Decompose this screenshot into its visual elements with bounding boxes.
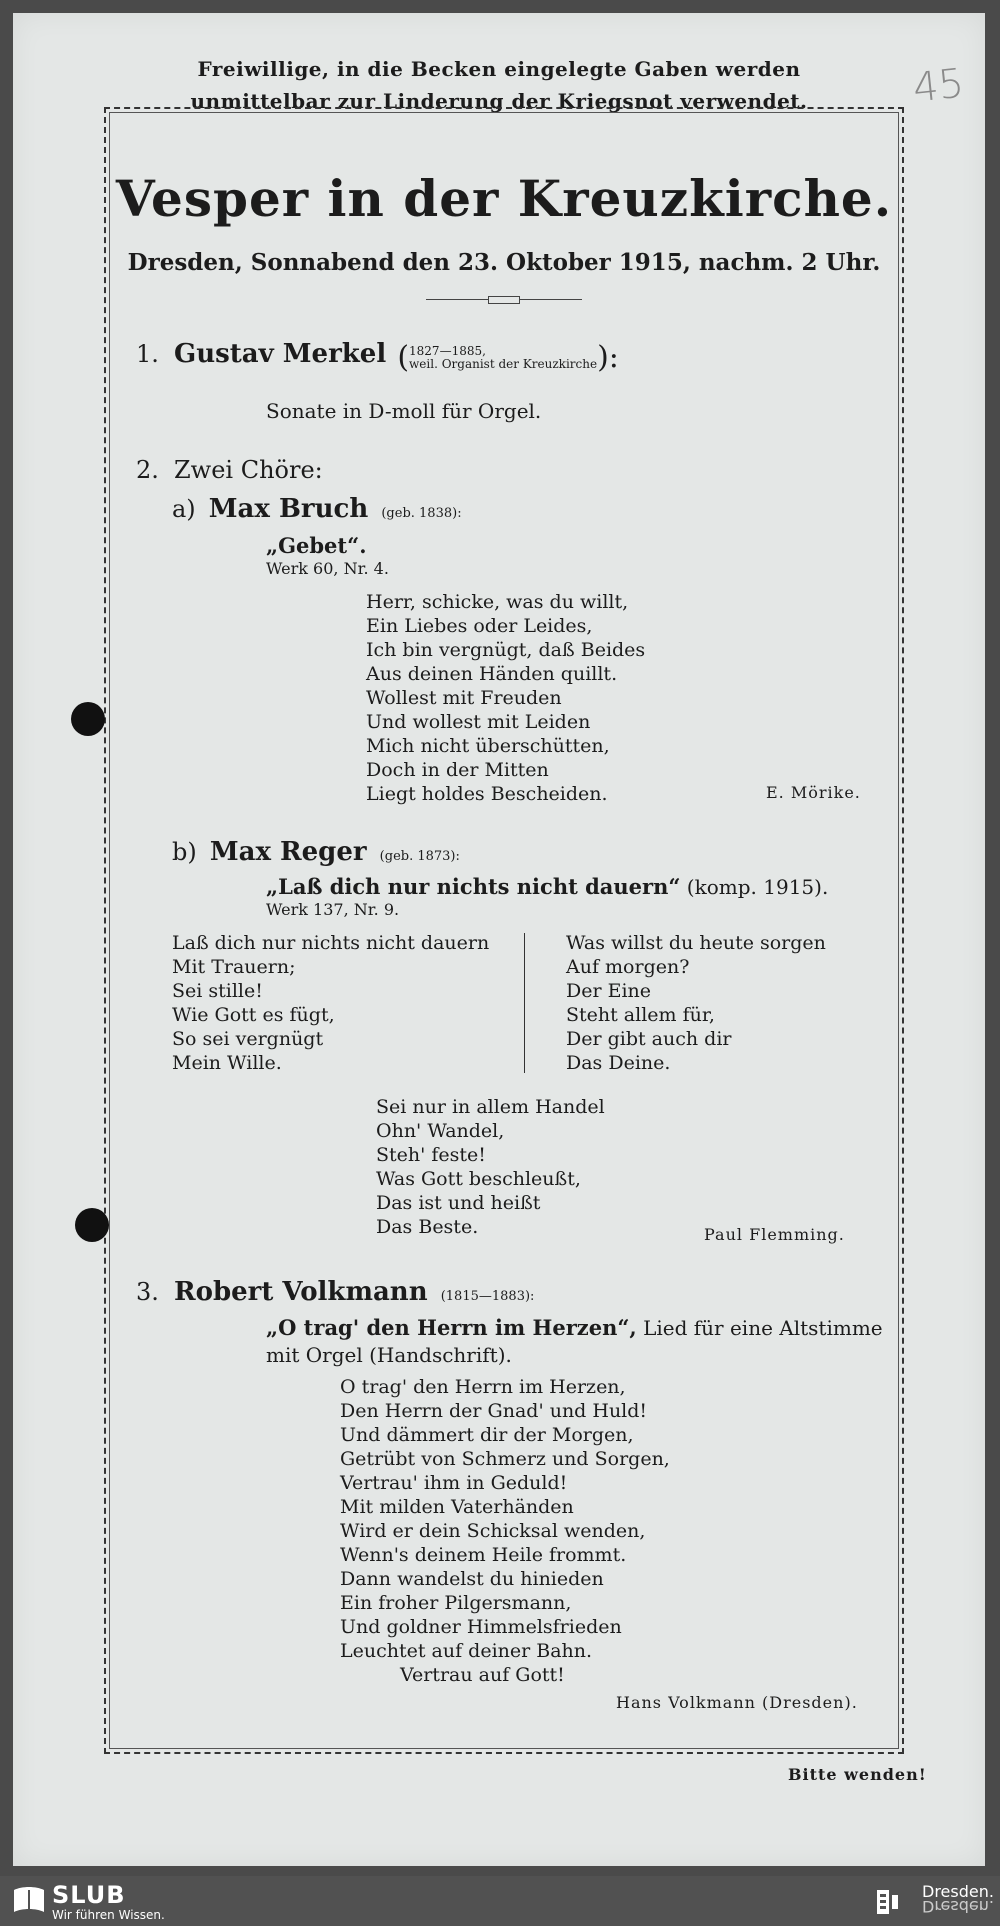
verse-line: Das Beste.	[376, 1216, 479, 1238]
paren-open: (	[397, 340, 410, 375]
item-2a-verse	[366, 590, 645, 806]
item-2b-title-line	[266, 874, 828, 899]
verse-line: Wenn's deinem Heile frommt.	[340, 1544, 627, 1566]
program-title: Vesper in der Kreuzkirche.	[115, 169, 893, 228]
item-2b-verse-left	[172, 931, 489, 1075]
verse-line: Wollest mit Freuden	[366, 687, 562, 709]
item-2b-heading	[172, 837, 460, 867]
composer-dates	[409, 345, 597, 371]
item-number: 2.	[136, 456, 159, 484]
composer-dates: (1815—1883):	[440, 1289, 535, 1304]
slub-slogan: Wir führen Wissen.	[52, 1908, 165, 1922]
verse-line: Das Deine.	[566, 1052, 671, 1074]
dresden-wordmark[interactable]	[922, 1884, 994, 1914]
notice-line-1: Freiwillige, in die Becken eingelegte Gaben werden	[197, 57, 801, 81]
item-2-heading	[136, 456, 323, 484]
dresden-name-mirror: Dresden.	[922, 1897, 994, 1916]
composer-name: Max Bruch	[208, 494, 369, 524]
verse-column-separator	[524, 933, 525, 1073]
handwritten-page-number: 45	[910, 60, 967, 112]
item-2b-poet: Paul Flemming.	[704, 1225, 845, 1244]
ornament-divider	[426, 299, 582, 300]
item-2a-poet: E. Mörike.	[766, 783, 861, 802]
verse-line: Und goldner Himmelsfrieden	[340, 1616, 622, 1638]
please-turn-note: Bitte wenden!	[788, 1765, 927, 1784]
verse-line: Den Herrn der Gnad' und Huld!	[340, 1400, 648, 1422]
verse-line: Getrübt von Schmerz und Sorgen,	[340, 1448, 670, 1470]
sub-label: b)	[172, 838, 197, 866]
item-2a-heading	[172, 494, 462, 524]
item-3-verse-last: Vertrau auf Gott!	[400, 1664, 565, 1686]
verse-line: Dann wandelst du hinieden	[340, 1568, 604, 1590]
dresden-name: Dresden.	[922, 1882, 994, 1901]
item-3-verse	[340, 1375, 670, 1663]
paren-close: ):	[597, 340, 619, 375]
item-3-title-line-1	[266, 1315, 883, 1340]
verse-line: Laß dich nur nichts nicht dauern	[172, 932, 490, 954]
item-2a-title: „Gebet“.	[266, 533, 367, 558]
item-2a-opus: Werk 60, Nr. 4.	[266, 559, 389, 578]
viewer-footer-bar	[0, 1876, 1000, 1926]
verse-line: Steht allem für,	[566, 1004, 715, 1026]
dates-line-1: 1827—1885,	[409, 343, 486, 358]
item-1-work: Sonate in D-moll für Orgel.	[266, 399, 542, 423]
verse-line: Der gibt auch dir	[566, 1028, 732, 1050]
item-2b-verse-bottom	[376, 1095, 605, 1239]
verse-line: Was willst du heute sorgen	[566, 932, 826, 954]
composer-name: Gustav Merkel	[174, 339, 387, 369]
item-3-title-rest-1: Lied für eine Altstimme	[636, 1316, 883, 1340]
notice-line-2: unmittelbar zur Linderung der Kriegsnot verwendet.	[190, 89, 808, 113]
verse-line: Und dämmert dir der Morgen,	[340, 1424, 634, 1446]
composer-name: Max Reger	[209, 837, 367, 867]
item-number: 3.	[136, 1278, 159, 1306]
program-subtitle: Dresden, Sonnabend den 23. Oktober 1915, nachm. 2 Uhr.	[127, 249, 881, 276]
verse-line: O trag' den Herrn im Herzen,	[340, 1376, 626, 1398]
item-3-heading	[136, 1277, 534, 1307]
verse-line: Und wollest mit Leiden	[366, 711, 591, 733]
composer-dates: (geb. 1838):	[381, 506, 462, 521]
verse-line: Sei stille!	[172, 980, 263, 1002]
verse-line: Herr, schicke, was du willt,	[366, 591, 629, 613]
verse-line: Liegt holdes Bescheiden.	[366, 783, 608, 805]
verse-line: Das ist und heißt	[376, 1192, 541, 1214]
verse-line: Mein Wille.	[172, 1052, 282, 1074]
program-sheet	[13, 13, 985, 1866]
slub-logo-icon[interactable]	[12, 1884, 46, 1916]
verse-line: Was Gott beschleußt,	[376, 1168, 581, 1190]
verse-line: Ohn' Wandel,	[376, 1120, 505, 1142]
composer-dates: (geb. 1873):	[379, 849, 460, 864]
verse-line: Ein froher Pilgersmann,	[340, 1592, 572, 1614]
verse-line: Sei nur in allem Handel	[376, 1096, 605, 1118]
item-2b-opus: Werk 137, Nr. 9.	[266, 900, 400, 919]
item-3-title-rest-2: mit Orgel (Handschrift).	[266, 1343, 512, 1367]
item-1-heading	[136, 339, 619, 375]
item-number: 1.	[136, 340, 159, 368]
verse-line: Mit Trauern;	[172, 956, 296, 978]
verse-line: Aus deinen Händen quillt.	[366, 663, 618, 685]
item-3-poet: Hans Volkmann (Dresden).	[616, 1693, 858, 1712]
verse-line: Doch in der Mitten	[366, 759, 549, 781]
verse-line: Wird er dein Schicksal wenden,	[340, 1520, 646, 1542]
verse-line: So sei vergnügt	[172, 1028, 324, 1050]
dresden-coat-of-arms-icon[interactable]	[876, 1889, 902, 1915]
item-2-title: Zwei Chöre:	[174, 456, 323, 484]
verse-line: Steh' feste!	[376, 1144, 486, 1166]
program-frame	[104, 107, 904, 1754]
verse-line: Vertrau' ihm in Geduld!	[340, 1472, 568, 1494]
dates-line-2: weil. Organist der Kreuzkirche	[409, 356, 598, 371]
item-3-title: „O trag' den Herrn im Herzen“,	[266, 1315, 637, 1340]
verse-line: Auf morgen?	[566, 956, 690, 978]
slub-brand[interactable]: SLUB	[52, 1881, 126, 1909]
verse-line: Mit milden Vaterhänden	[340, 1496, 574, 1518]
verse-line: Ein Liebes oder Leides,	[366, 615, 593, 637]
item-2b-verse-right	[566, 931, 826, 1075]
punch-hole-upper	[71, 702, 105, 736]
verse-line: Mich nicht überschütten,	[366, 735, 610, 757]
composer-name: Robert Volkmann	[174, 1277, 428, 1307]
verse-line: Leuchtet auf deiner Bahn.	[340, 1640, 593, 1662]
punch-hole-lower	[75, 1208, 109, 1242]
item-2b-title: „Laß dich nur nichts nicht dauern“	[266, 874, 681, 899]
verse-line: Der Eine	[566, 980, 652, 1002]
sub-label: a)	[172, 495, 196, 523]
item-2b-title-extra: (komp. 1915).	[680, 875, 829, 899]
verse-line: Ich bin vergnügt, daß Beides	[366, 639, 646, 661]
verse-line: Wie Gott es fügt,	[172, 1004, 335, 1026]
